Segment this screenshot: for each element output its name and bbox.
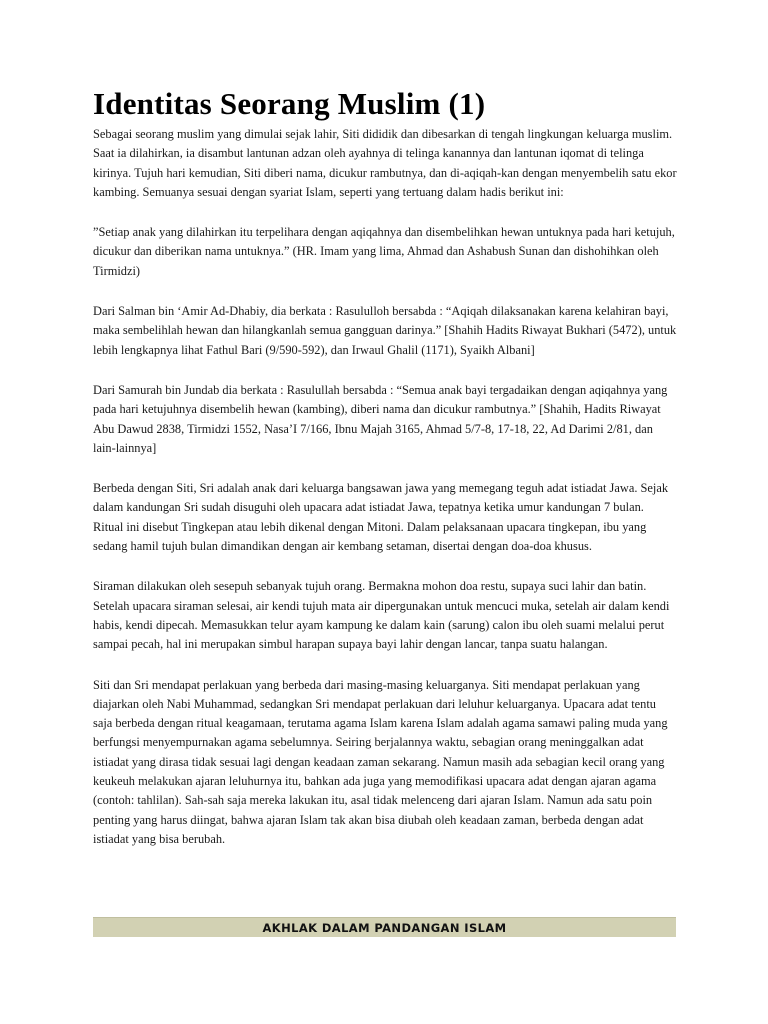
section-heading-bar: [93, 917, 676, 937]
paragraph-salman-hadith: Dari Salman bin ‘Amir Ad-Dhabiy, dia berkata : Rasululloh bersabda : “Aqiqah dilaksanakan karena kelahiran bayi, maka sembelihlah hewan dan hilangkanlah semua gangguan darinya.” [Shahih Hadits Riwayat Bukhari (5472), untuk lebih lengkapnya lihat Fathul Bari (9/590-592), dan Irwaul Ghalil (1171), Syaikh Albani]: [93, 304, 677, 357]
paragraph-comparison: Siti dan Sri mendapat perlakuan yang berbeda dari masing-masing keluarganya. Siti mendapat perlakuan yang diajarkan oleh Nabi Muhammad, sedangkan Sri mendapat perlakuan dari leluhur keluarganya. Upacara adat tentu saja berbeda dengan ritual keagamaan, terutama agama Islam karena Islam adalah agama samawi paling muda yang berfungsi menyempurnakan agama sebelumnya. Seiring berjalannya waktu, sebagian orang meninggalkan adat istiadat yang dirasa tidak sesuai lagi dengan keadaan zaman sekarang. Namun masih ada sebagian kecil orang yang keukeuh melakukan ajaran leluhurnya itu, bahkan ada juga yang memodifikasi upacara adat dengan ajaran agama (contoh: tahlilan). Sah-sah saja mereka lakukan itu, asal tidak melenceng dari ajaran Islam. Namun ada satu poin penting yang harus diingat, bahwa ajaran Islam tak akan bisa diubah oleh keadaan zaman, berbeda dengan adat istiadat yang bisa berubah.: [93, 677, 668, 846]
paragraph-intro: Sebagai seorang muslim yang dimulai sejak lahir, Siti dididik dan dibesarkan di tengah lingkungan keluarga muslim. Saat ia dilahirkan, ia disambut lantunan adzan oleh ayahnya di telinga kanannya dan lantunan iqomat di telinga kirinya. Tujuh hari kemudian, Siti diberi nama, dicukur rambutnya, dan di-aqiqah-kan dengan menyembelih satu ekor kambing. Semuanya sesuai dengan syariat Islam, seperti yang tertuang dalam hadis berikut ini:: [93, 127, 677, 199]
document-body: [93, 84, 677, 870]
section-heading-text: AKHLAK DALAM PANDANGAN ISLAM: [262, 920, 507, 935]
page-title: Identitas Seorang Muslim (1): [93, 86, 486, 121]
paragraph-siraman: Siraman dilakukan oleh sesepuh sebanyak tujuh orang. Bermakna mohon doa restu, supaya suci lahir dan batin. Setelah upacara siraman selesai, air kendi tujuh mata air dipergunakan untuk mencuci muka, setelah air dalam kendi habis, kendi dipecah. Memasukkan telur ayam kampung ke dalam kain (sarung) calon ibu oleh suami melalui perut sampai pecah, hal ini merupakan simbul harapan supaya bayi lahir dengan lancar, tanpa suatu halangan.: [93, 579, 670, 652]
paragraph-samurah-hadith: Dari Samurah bin Jundab dia berkata : Rasulullah bersabda : “Semua anak bayi tergadaikan dengan aqiqahnya yang pada hari ketujuhnya disembelih hewan (kambing), diberi nama dan dicukur rambutnya.” [Shahih, Hadits Riwayat Abu Dawud 2838, Tirmidzi 1552, Nasa’I 7/166, Ibnu Majah 3165, Ahmad 5/7-8, 17-18, 22, Ad Darimi 2/81, dan lain-lainnya]: [93, 382, 668, 455]
paragraph-sri-tingkepan: Berbeda dengan Siti, Sri adalah anak dari keluarga bangsawan jawa yang memegang teguh adat istiadat Jawa. Sejak dalam kandungan Sri sudah disuguhi oleh upacara adat istiadat Jawa, tepatnya ketika umur kandungan 7 bulan. Ritual ini disebut Tingkepan atau lebih dikenal dengan Mitoni. Dalam pelaksanaan upacara tingkepan, ibu yang sedang hamil tujuh bulan dimandikan dengan air kembang setaman, disertai dengan doa-doa khusus.: [93, 481, 669, 554]
paragraph-hadith-quote: ”Setiap anak yang dilahirkan itu terpelihara dengan aqiqahnya dan disembelihkan hewan untuknya pada hari ketujuh, dicukur dan diberikan nama untuknya.” (HR. Imam yang lima, Ahmad dan Ashabush Sunan dan dishohihkan oleh Tirmidzi): [93, 225, 675, 278]
